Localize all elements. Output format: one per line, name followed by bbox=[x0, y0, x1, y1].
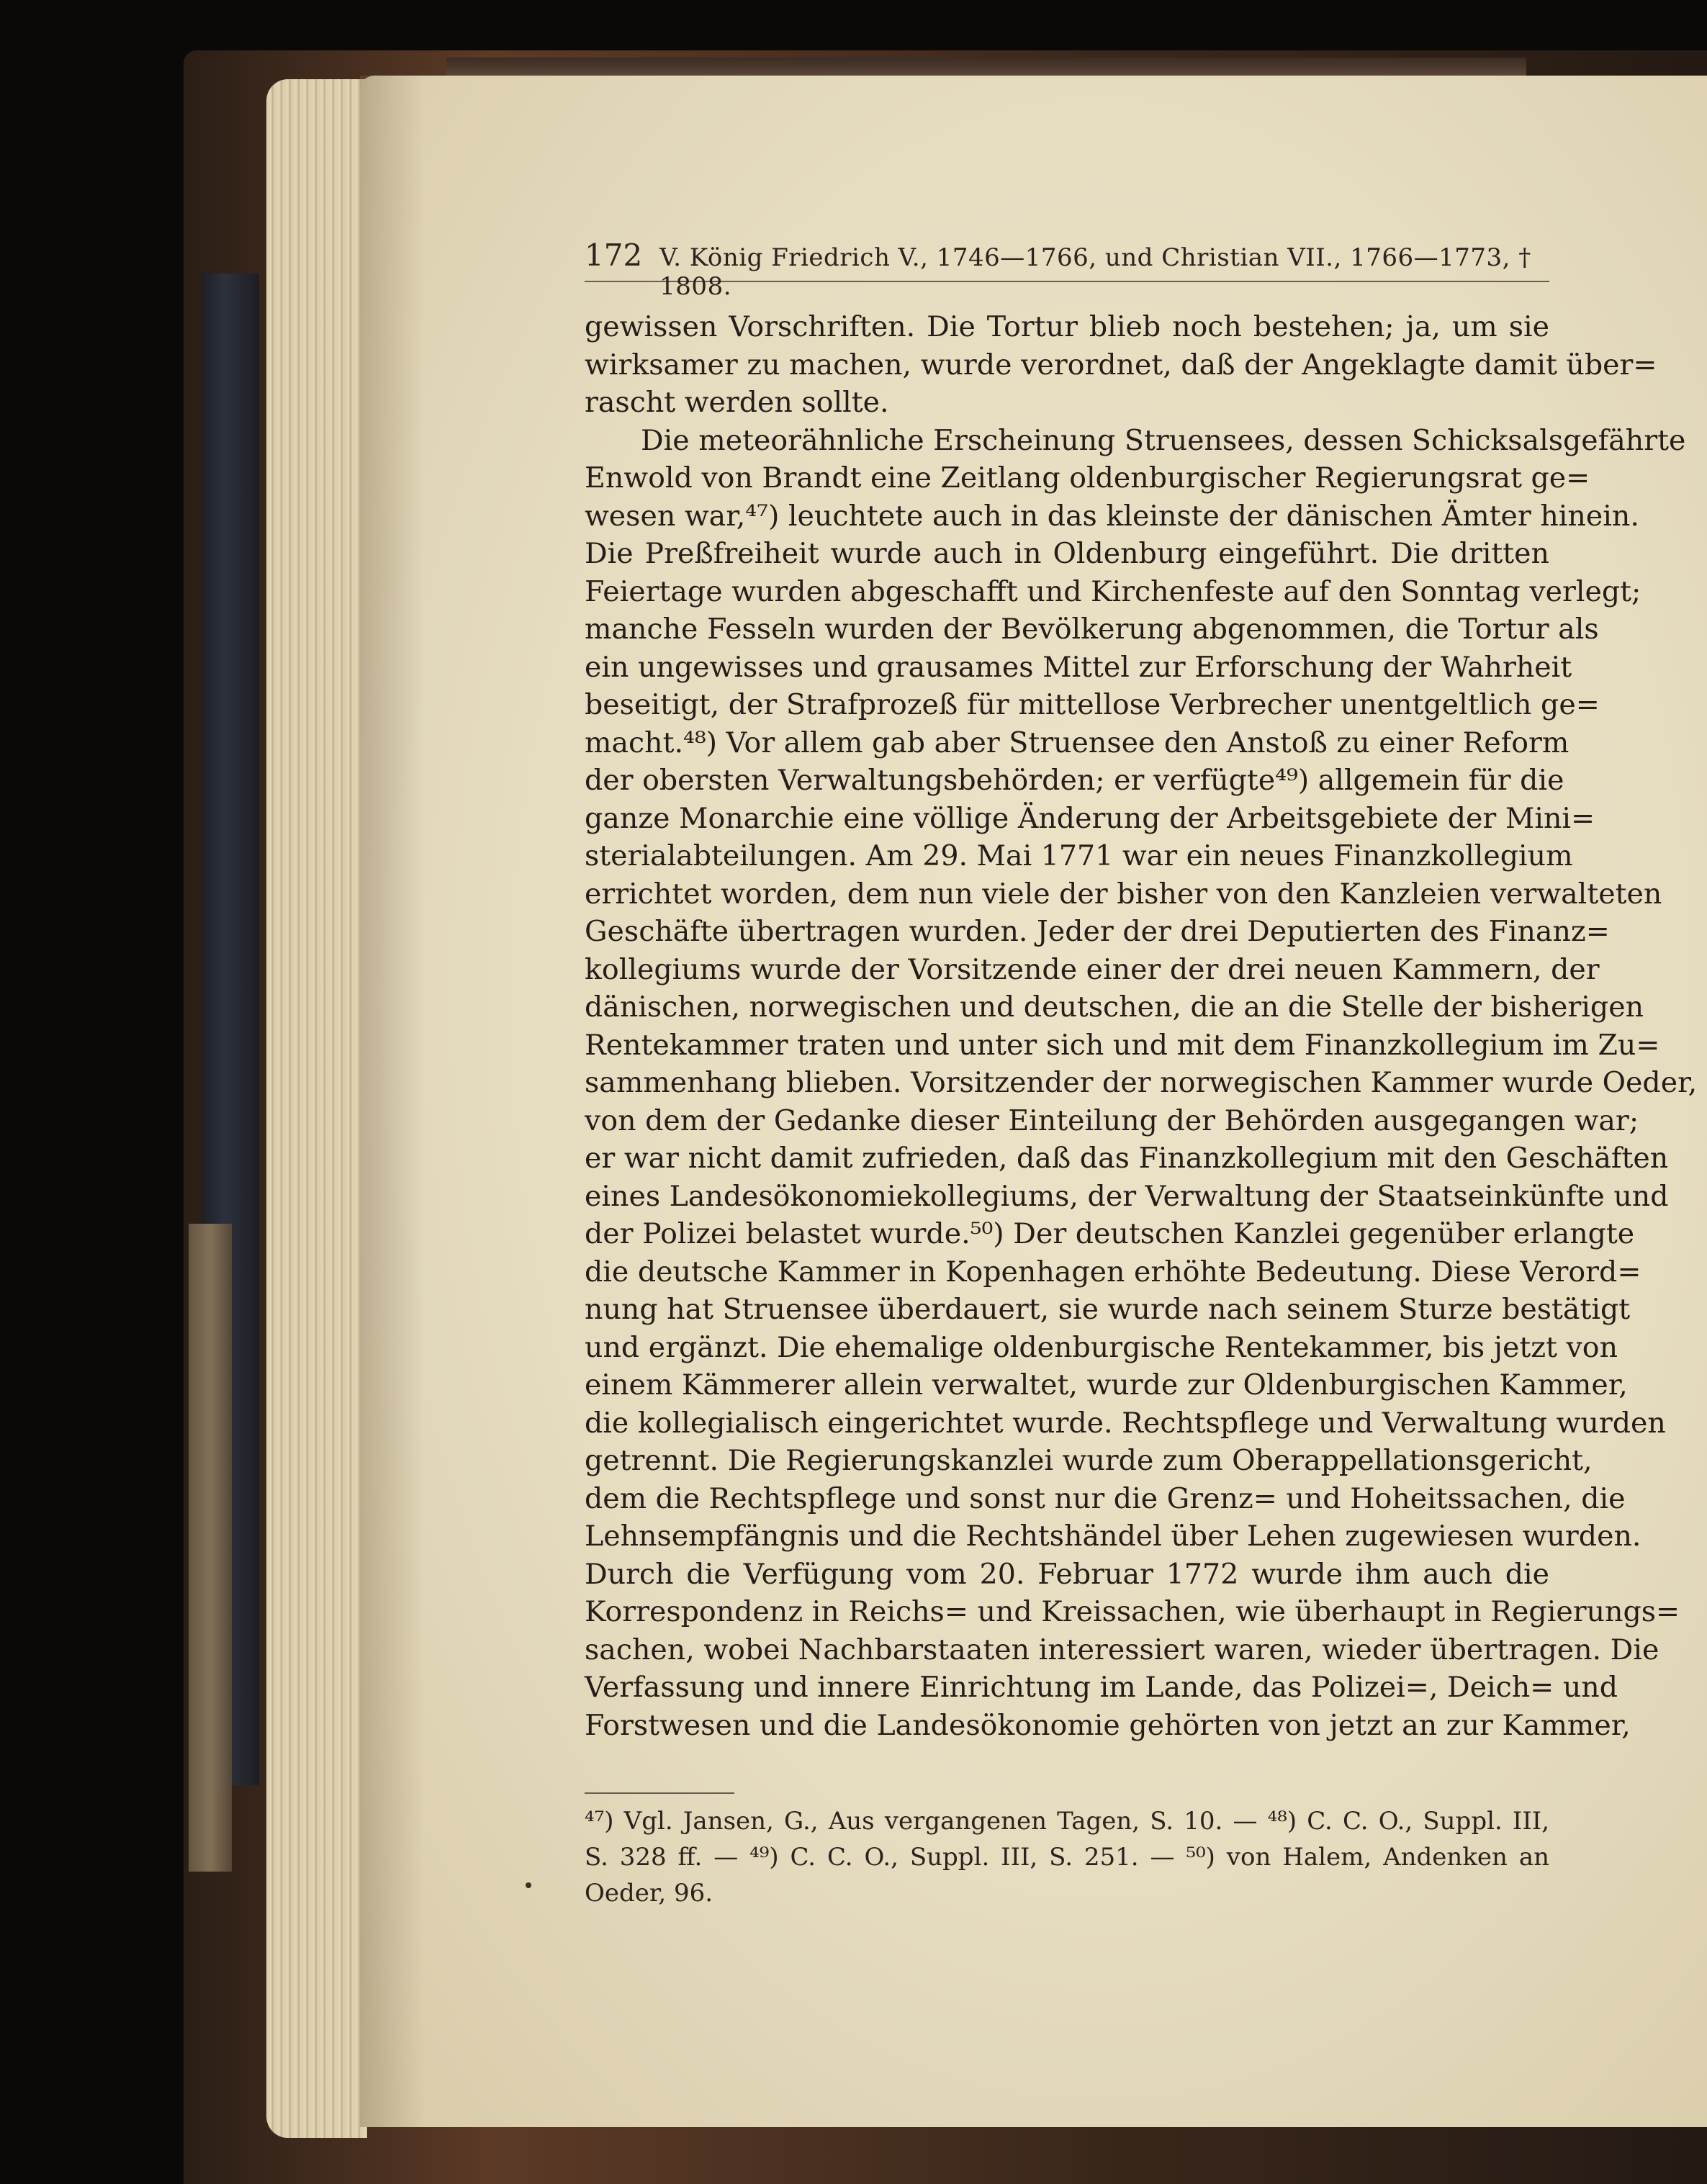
text-line: und ergänzt. Die ehemalige oldenburgische Rentekammer, bis jetzt von bbox=[585, 1330, 1618, 1364]
text-line: Die meteorähnliche Erscheinung Struensees, dessen Schicksalsgefährte bbox=[641, 423, 1686, 457]
body-text bbox=[585, 308, 1698, 1744]
text-line: rascht werden sollte. bbox=[585, 386, 889, 419]
ink-mark bbox=[526, 1882, 531, 1888]
text-line: eines Landesökonomiekollegiums, der Verwaltung der Staatseinkünfte und bbox=[585, 1179, 1669, 1213]
text-line: sammenhang blieben. Vorsitzender der norwegischen Kammer wurde Oeder, bbox=[585, 1066, 1698, 1099]
footnote-line: ⁴⁷) Vgl. Jansen, G., Aus vergangenen Tagen, S. 10. — ⁴⁸) C. C. O., Suppl. III, bbox=[585, 1807, 1549, 1836]
text-line: von dem der Gedanke dieser Einteilung der Behörden ausgegangen war; bbox=[585, 1104, 1639, 1137]
gutter-shadow bbox=[360, 76, 425, 2127]
text-line: gewissen Vorschriften. Die Tortur blieb noch bestehen; ja, um sie bbox=[585, 310, 1549, 343]
footnotes bbox=[585, 1803, 1549, 1911]
text-line: dem die Rechtspflege und sonst nur die Grenz= und Hoheitssachen, die bbox=[585, 1481, 1626, 1515]
text-line: Rentekammer traten und unter sich und mit dem Finanzkollegium im Zu= bbox=[585, 1028, 1660, 1062]
text-line: macht.⁴⁸) Vor allem gab aber Struensee den Anstoß zu einer Reform bbox=[585, 726, 1569, 759]
page-edges bbox=[266, 79, 367, 2138]
footnote-rule bbox=[585, 1792, 734, 1794]
text-line: ein ungewisses und grausames Mittel zur Erforschung der Wahrheit bbox=[585, 650, 1572, 684]
text-line: Verfassung und innere Einrichtung im Lande, das Polizei=, Deich= und bbox=[585, 1671, 1618, 1704]
text-line: dänischen, norwegischen und deutschen, die an die Stelle der bisherigen bbox=[585, 991, 1644, 1024]
text-line: kollegiums wurde der Vorsitzende einer der drei neuen Kammern, der bbox=[585, 952, 1600, 986]
page-header bbox=[585, 238, 1549, 301]
text-line: beseitigt, der Strafprozeß für mittellose Verbrecher unentgeltlich ge= bbox=[585, 688, 1600, 721]
spine-binding-worn bbox=[189, 1224, 232, 1872]
text-line: manche Fesseln wurden der Bevölkerung abgenommen, die Tortur als bbox=[585, 613, 1599, 646]
text-line: wesen war,⁴⁷) leuchtete auch in das kleinste der dänischen Ämter hinein. bbox=[585, 499, 1639, 533]
text-line: Lehnsempfängnis und die Rechtshändel über Lehen zugewiesen wurden. bbox=[585, 1520, 1641, 1553]
text-line: Geschäfte übertragen wurden. Jeder der drei Deputierten des Finanz= bbox=[585, 915, 1610, 948]
text-line: nung hat Struensee überdauert, sie wurde nach seinem Sturze bestätigt bbox=[585, 1293, 1631, 1326]
text-line: Feiertage wurden abgeschafft und Kirchenfeste auf den Sonntag verlegt; bbox=[585, 574, 1641, 608]
text-line: einem Kämmerer allein verwaltet, wurde zur Oldenburgischen Kammer, bbox=[585, 1368, 1628, 1402]
text-line: errichtet worden, dem nun viele der bisher von den Kanzleien verwalteten bbox=[585, 877, 1662, 911]
text-line: ganze Monarchie eine völlige Änderung der Arbeitsgebiete der Mini= bbox=[585, 801, 1595, 835]
text-line: die deutsche Kammer in Kopenhagen erhöhte Bedeutung. Diese Verord= bbox=[585, 1255, 1641, 1289]
text-line: Korrespondenz in Reichs= und Kreissachen, wie überhaupt in Regierungs= bbox=[585, 1595, 1680, 1628]
text-line: Durch die Verfügung vom 20. Februar 1772 wurde ihm auch die bbox=[585, 1557, 1549, 1591]
footnote-line: Oeder, 96. bbox=[585, 1879, 713, 1908]
text-line: Die Preßfreiheit wurde auch in Oldenburg eingeführt. Die dritten bbox=[585, 537, 1549, 570]
text-line: Enwold von Brandt eine Zeitlang oldenburgischer Regierungsrat ge= bbox=[585, 461, 1590, 495]
text-line: sterialabteilungen. Am 29. Mai 1771 war ein neues Finanzkollegium bbox=[585, 839, 1573, 872]
text-line: die kollegialisch eingerichtet wurde. Rechtspflege und Verwaltung wurden bbox=[585, 1406, 1666, 1440]
text-line: der obersten Verwaltungsbehörden; er verfügte⁴⁹) allgemein für die bbox=[585, 764, 1564, 797]
footnote-line: S. 328 ff. — ⁴⁹) C. C. O., Suppl. III, S. 251. — ⁵⁰) von Halem, Andenken an bbox=[585, 1843, 1549, 1872]
text-line: er war nicht damit zufrieden, daß das Finanzkollegium mit den Geschäften bbox=[585, 1142, 1669, 1175]
text-line: sachen, wobei Nachbarstaaten interessiert waren, wieder übertragen. Die bbox=[585, 1633, 1659, 1666]
text-line: getrennt. Die Regierungskanzlei wurde zum Oberappellationsgericht, bbox=[585, 1444, 1593, 1477]
page-number: 172 bbox=[585, 238, 643, 273]
text-line: der Polizei belastet wurde.⁵⁰) Der deutschen Kanzlei gegenüber erlangte bbox=[585, 1217, 1635, 1250]
running-title: V. König Friedrich V., 1746—1766, und Christian VII., 1766—1773, † 1808. bbox=[659, 243, 1531, 301]
text-line: Forstwesen und die Landesökonomie gehörten von jetzt an zur Kammer, bbox=[585, 1708, 1631, 1742]
text-line: wirksamer zu machen, wurde verordnet, daß der Angeklagte damit über= bbox=[585, 348, 1657, 382]
